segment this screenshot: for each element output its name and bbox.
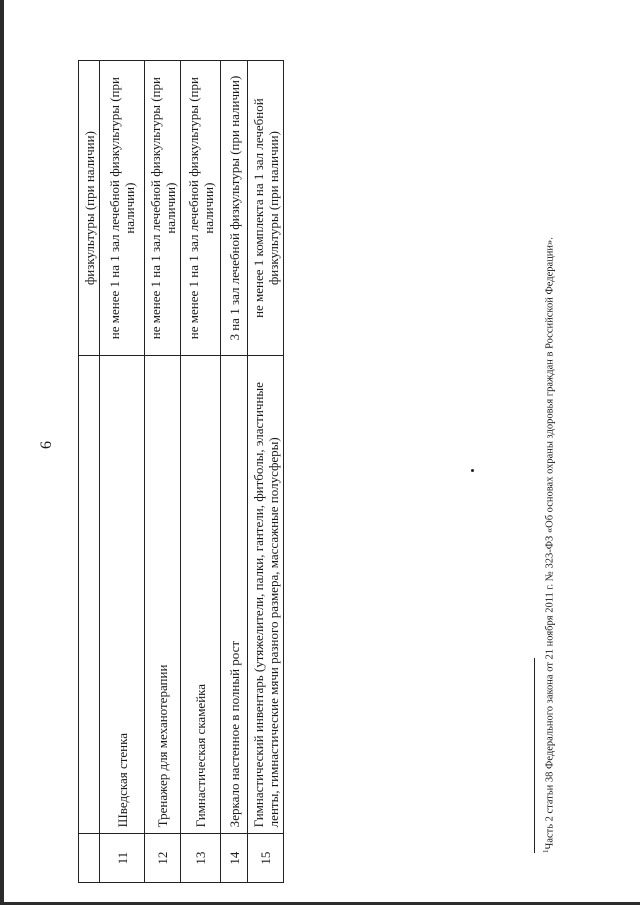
cell-num: 11	[100, 834, 145, 883]
table-row-continuation	[79, 61, 100, 883]
table-row	[145, 61, 181, 883]
stray-mark	[471, 469, 474, 472]
footnote-marker: 1	[542, 849, 550, 853]
footnote-divider	[534, 658, 535, 853]
cell-qty: не менее 1 на 1 зал лечебной физкультуры (при наличии)	[145, 61, 181, 356]
page-number: 6	[38, 441, 55, 449]
cell-num	[79, 834, 100, 883]
cell-num: 13	[181, 834, 221, 883]
cell-qty: 3 на 1 зал лечебной физкультуры (при наличии)	[221, 61, 248, 356]
cell-name: Гимнастическая скамейка	[181, 356, 221, 834]
cell-name: Шведская стенка	[100, 356, 145, 834]
equipment-table	[78, 60, 284, 883]
cell-qty: физкультуры (при наличии)	[79, 61, 100, 356]
footnote	[540, 153, 557, 853]
table-row	[181, 61, 221, 883]
cell-name: Гимнастический инвентарь (утяжелители, палки, гантели, фитболы, эластичные ленты, гимнастические мячи разного размера, массажные полусферы)	[248, 356, 284, 834]
table-row	[221, 61, 248, 883]
cell-num: 12	[145, 834, 181, 883]
cell-qty: не менее 1 на 1 зал лечебной физкультуры (при наличии)	[181, 61, 221, 356]
cell-num: 15	[248, 834, 284, 883]
cell-name: Зеркало настенное в полный рост	[221, 356, 248, 834]
footnote-text: Часть 2 статьи 38 Федерального закона от 21 ноября 2011 г. № 323-ФЗ «Об основах охраны здоровья граждан в Российской Федерации».	[544, 237, 556, 850]
cell-name: Тренажер для механотерапии	[145, 356, 181, 834]
cell-qty: не менее 1 на 1 зал лечебной физкультуры (при наличии)	[100, 61, 145, 356]
cell-num: 14	[221, 834, 248, 883]
cell-qty: не менее 1 комплекта на 1 зал лечебной физкультуры (при наличии)	[248, 61, 284, 356]
table-row	[100, 61, 145, 883]
cell-name	[79, 356, 100, 834]
table-row	[248, 61, 284, 883]
